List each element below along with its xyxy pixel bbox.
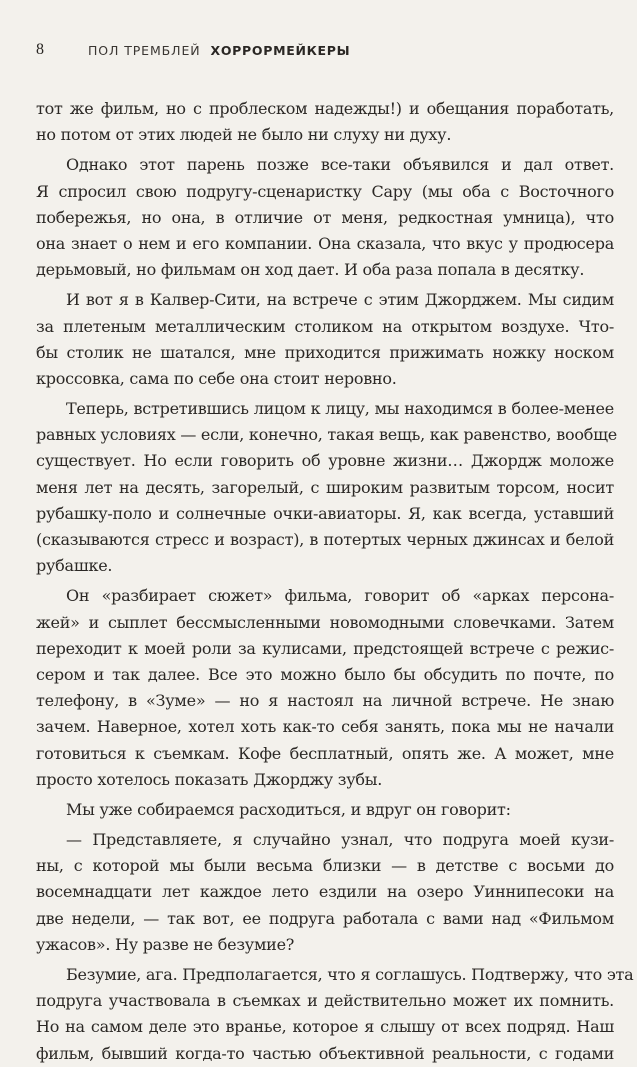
text-line: существует. Но если говорить об уровне жизни… Джордж моложе [36, 451, 614, 471]
paragraph [36, 962, 634, 1067]
paragraph [36, 152, 614, 283]
text-line: кроссовка, сама по себе она стоит неровно. [36, 368, 397, 388]
text-line: но потом от этих людей не было ни слуху ни духу. [36, 125, 452, 145]
running-header [36, 38, 350, 62]
body-text [36, 96, 634, 1067]
text-line: Но на самом деле это вранье, которое я слышу от всех подряд. Наш [36, 1017, 614, 1037]
text-line: подруга участвовала в съемках и действительно может их помнить. [36, 991, 614, 1011]
paragraph [36, 827, 614, 958]
text-line: за плетеным металлическим столиком на открытом воздухе. Что- [36, 316, 614, 336]
paragraph [36, 583, 614, 793]
text-line: равных условиях — если, конечно, такая вещь, как равенство, вообще [36, 425, 617, 445]
running-author: ПОЛ ТРЕМБЛЕЙ [88, 42, 201, 58]
paragraph [36, 396, 617, 579]
text-line: бы столик не шатался, мне приходится прижимать ножку носком [36, 342, 614, 362]
paragraph [36, 287, 614, 392]
text-line: дерьмовый, но фильмам он ход дает. И оба раза попала в десятку. [36, 260, 585, 280]
text-line: зачем. Наверное, хотел хоть как-то себя занять, пока мы не начали [36, 717, 614, 737]
text-line: просто хотелось показать Джорджу зубы. [36, 769, 383, 789]
text-line: меня лет на десять, загорелый, с широким развитым торсом, носит [36, 477, 614, 497]
text-line: телефону, в «Зуме» — но я настоял на личной встрече. Не знаю [36, 691, 614, 711]
text-line: сером и так далее. Все это можно было бы обсудить по почте, по [36, 664, 614, 684]
text-line: Теперь, встретившись лицом к лицу, мы находимся в более-менее [66, 399, 614, 419]
text-line: рубашке. [36, 556, 113, 576]
text-line: ны, с которой мы были весьма близки — в детстве с восьми до [36, 856, 614, 876]
text-line: переходит к моей роли за кулисами, предстоящей встрече с режис- [36, 638, 614, 658]
paragraph [36, 96, 614, 148]
page-number: 8 [36, 41, 44, 58]
text-line: (сказываются стресс и возраст), в потертых черных джинсах и белой [36, 530, 614, 549]
text-line: жей» и сыплет бессмысленными новомодными словечками. Затем [36, 612, 614, 632]
paragraph [36, 797, 614, 823]
text-line: Он «разбирает сюжет» фильма, говорит об «арках персона- [66, 586, 614, 606]
text-line: восемнадцати лет каждое лето ездили на озеро Уиннипесоки на [36, 882, 614, 902]
text-line: ужасов». Ну разве не безумие? [36, 934, 295, 954]
text-line: И вот я в Калвер-Сити, на встрече с этим Джорджем. Мы сидим [66, 290, 614, 310]
text-line: рубашку-поло и солнечные очки-авиаторы. Я, как всегда, уставший [36, 503, 614, 523]
text-line: Безумие, ага. Предполагается, что я соглашусь. Подтвержу, что эта [66, 965, 634, 984]
text-line: она знает о нем и его компании. Она сказала, что вкус у продюсера [36, 233, 614, 253]
text-line: — Представляете, я случайно узнал, что подруга моей кузи- [66, 830, 614, 850]
text-line: Я спросил свою подругу-сценаристку Сару (мы оба с Восточного [36, 181, 614, 201]
running-title: ХОРРОРМЕЙКЕРЫ [210, 42, 351, 58]
text-line: готовиться к съемкам. Кофе бесплатный, опять же. А может, мне [36, 743, 614, 763]
text-line: тот же фильм, но с проблеском надежды!) и обещания поработать, [36, 99, 614, 118]
text-line: побережья, но она, в отличие от меня, редкостная умница), что [36, 207, 614, 227]
text-line: Мы уже собираемся расходиться, и вдруг он говорит: [66, 799, 511, 819]
text-line: две недели, — так вот, ее подруга работала с вами над «Фильмом [36, 908, 614, 928]
text-line: фильм, бывший когда-то частью объективной реальности, с годами [36, 1043, 614, 1063]
text-line: Однако этот парень позже все-таки объявился и дал ответ. [66, 155, 614, 175]
